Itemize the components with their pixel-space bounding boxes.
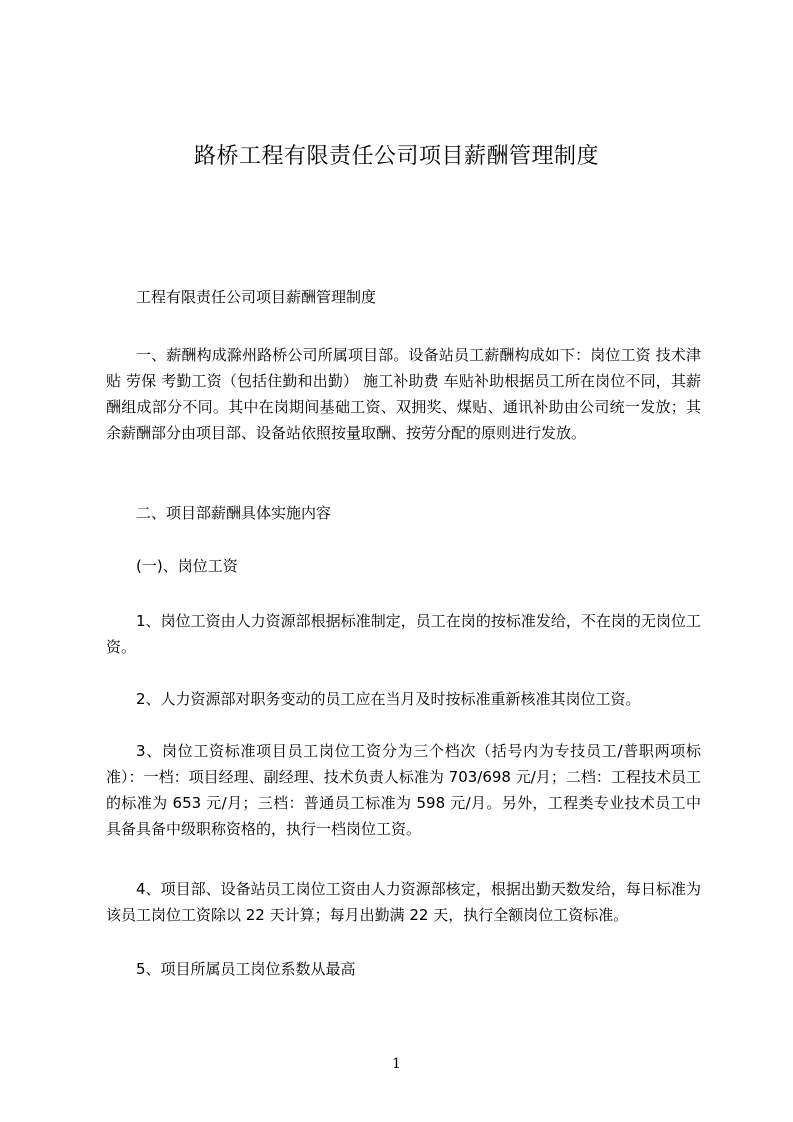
section-heading-implementation: 二、项目部薪酬具体实施内容 (136, 504, 332, 522)
paragraph-item-2: 2、人力资源部对职务变动的员工应在当月及时按标准重新核准其岗位工资。 (136, 690, 641, 708)
page-number: 1 (392, 1056, 401, 1072)
subsection-heading-post-salary: (一)、岗位工资 (136, 557, 238, 575)
document-subtitle: 工程有限责任公司项目薪酬管理制度 (136, 288, 377, 306)
paragraph-item-3: 3、岗位工资标准项目员工岗位工资分为三个档次（括号内为专技员工/普职两项标准）：一档：项目经理、副经理、技术负责人标准为 703/698 元/月；二档：工程技术员工的标准为 653 元/月；三档：普通员工标准为 598 元/月。另外，工程类专业技术员工中具备具备中级职称资格的，执行一档岗位工资。 (106, 742, 701, 838)
paragraph-item-5: 5、项目所属员工岗位系数从最高 (136, 960, 356, 978)
paragraph-item-1: 1、岗位工资由人力资源部根据标准制定，员工在岗的按标准发给，不在岗的无岗位工资。 (106, 612, 701, 656)
paragraph-salary-composition: 一、薪酬构成滁州路桥公司所属项目部。设备站员工薪酬构成如下：岗位工资 技术津贴 劳保 考勤工资（包括住勤和出勤） 施工补助费 车贴补助根据员工所在岗位不同，其薪酬组成部分不同。其中在岗期间基础工资、双拥奖、煤贴、通讯补助由公司统一发放；其余薪酬部分由项目部、设备站依照按量取酬、按劳分配的原则进行发放。 (106, 346, 701, 442)
document-title: 路桥工程有限责任公司项目薪酬管理制度 (193, 144, 599, 169)
paragraph-item-4: 4、项目部、设备站员工岗位工资由人力资源部核定，根据出勤天数发给，每日标准为该员工岗位工资除以 22 天计算；每月出勤满 22 天，执行全额岗位工资标准。 (106, 880, 701, 924)
